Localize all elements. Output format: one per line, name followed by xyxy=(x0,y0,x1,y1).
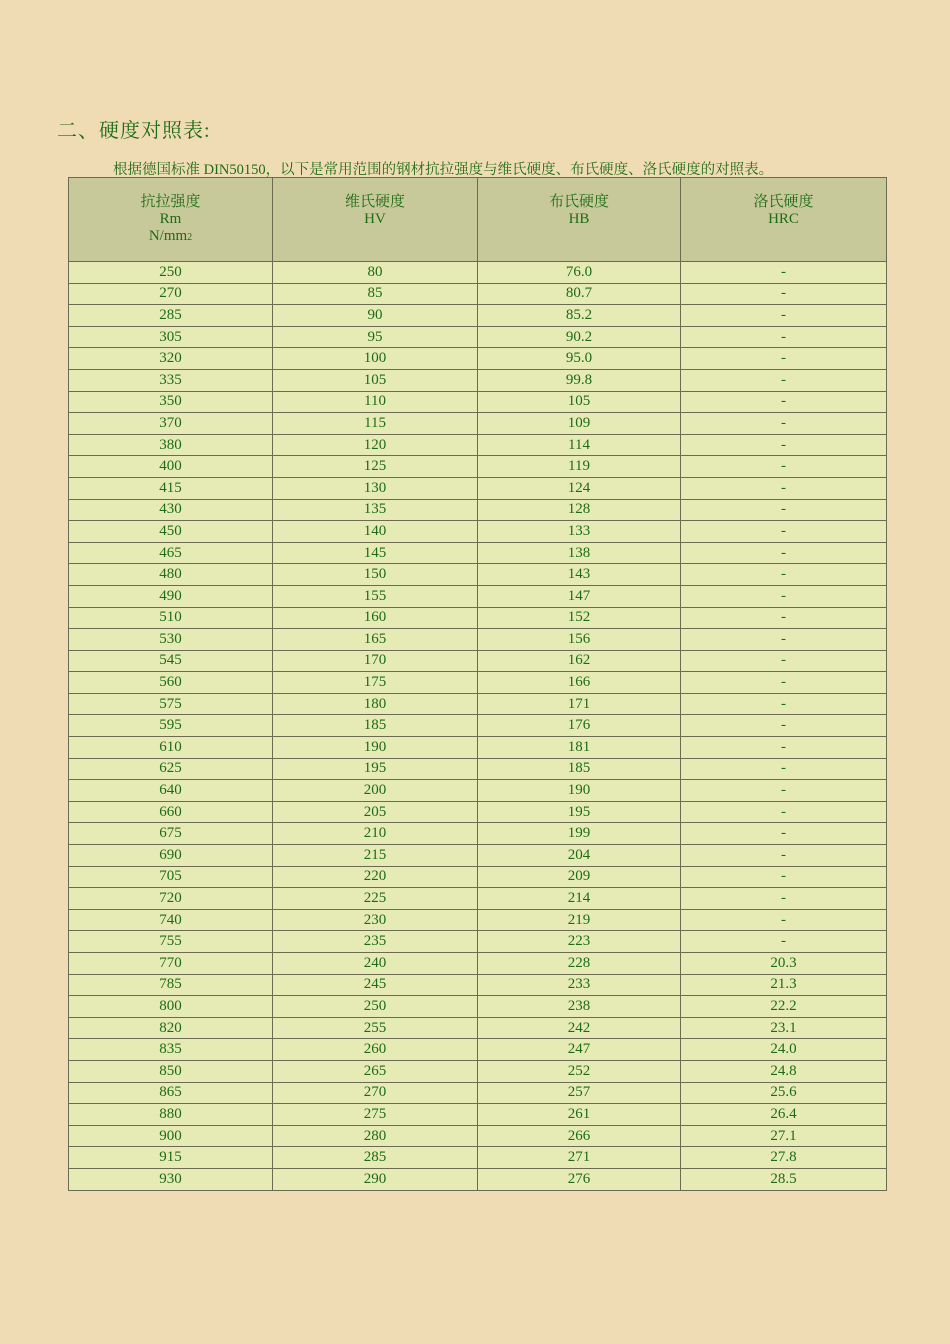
cell-brinell: 199 xyxy=(478,823,681,845)
cell-rockwell: - xyxy=(681,542,887,564)
header-rockwell-abbr: HRC xyxy=(768,211,799,227)
cell-rockwell: - xyxy=(681,629,887,651)
cell-vickers: 95 xyxy=(273,326,478,348)
cell-rockwell: - xyxy=(681,391,887,413)
table-row xyxy=(69,931,887,953)
cell-vickers: 155 xyxy=(273,585,478,607)
cell-vickers: 80 xyxy=(273,262,478,284)
table-row xyxy=(69,909,887,931)
table-row xyxy=(69,434,887,456)
cell-brinell: 233 xyxy=(478,974,681,996)
header-tensile-abbr: Rm xyxy=(159,210,182,227)
table-row xyxy=(69,1104,887,1126)
table-row xyxy=(69,564,887,586)
cell-rockwell: - xyxy=(681,672,887,694)
cell-tensile-strength: 610 xyxy=(69,737,273,759)
cell-rockwell: - xyxy=(681,909,887,931)
cell-vickers: 260 xyxy=(273,1039,478,1061)
cell-brinell: 138 xyxy=(478,542,681,564)
cell-rockwell: - xyxy=(681,521,887,543)
cell-vickers: 185 xyxy=(273,715,478,737)
cell-brinell: 166 xyxy=(478,672,681,694)
cell-brinell: 242 xyxy=(478,1017,681,1039)
cell-vickers: 180 xyxy=(273,693,478,715)
cell-vickers: 150 xyxy=(273,564,478,586)
cell-rockwell: - xyxy=(681,564,887,586)
cell-rockwell: 22.2 xyxy=(681,996,887,1018)
header-tensile-unit-base: N/mm xyxy=(148,227,188,244)
header-vickers-label: 维氏硬度 xyxy=(344,194,405,210)
cell-tensile-strength: 335 xyxy=(69,369,273,391)
cell-rockwell: - xyxy=(681,780,887,802)
cell-brinell: 261 xyxy=(478,1104,681,1126)
table-row xyxy=(69,801,887,823)
cell-vickers: 160 xyxy=(273,607,478,629)
cell-brinell: 119 xyxy=(478,456,681,478)
cell-rockwell: - xyxy=(681,888,887,910)
cell-vickers: 225 xyxy=(273,888,478,910)
header-brinell-abbr: HB xyxy=(568,211,590,227)
hardness-table xyxy=(68,177,887,1191)
cell-brinell: 228 xyxy=(478,953,681,975)
cell-rockwell: 24.0 xyxy=(681,1039,887,1061)
cell-tensile-strength: 450 xyxy=(69,521,273,543)
cell-vickers: 230 xyxy=(273,909,478,931)
table-row xyxy=(69,1082,887,1104)
cell-rockwell: - xyxy=(681,758,887,780)
table-header-row xyxy=(69,178,887,262)
cell-vickers: 205 xyxy=(273,801,478,823)
cell-brinell: 190 xyxy=(478,780,681,802)
header-brinell xyxy=(478,178,681,262)
cell-vickers: 130 xyxy=(273,477,478,499)
cell-brinell: 162 xyxy=(478,650,681,672)
table-row xyxy=(69,845,887,867)
cell-tensile-strength: 370 xyxy=(69,413,273,435)
header-vickers-abbr: HV xyxy=(364,211,386,227)
cell-rockwell: - xyxy=(681,369,887,391)
table-row xyxy=(69,305,887,327)
cell-brinell: 247 xyxy=(478,1039,681,1061)
cell-brinell: 181 xyxy=(478,737,681,759)
table-row xyxy=(69,737,887,759)
cell-rockwell: - xyxy=(681,283,887,305)
cell-rockwell: - xyxy=(681,434,887,456)
cell-rockwell: - xyxy=(681,737,887,759)
cell-tensile-strength: 740 xyxy=(69,909,273,931)
cell-rockwell: - xyxy=(681,823,887,845)
table-row xyxy=(69,629,887,651)
cell-vickers: 210 xyxy=(273,823,478,845)
cell-rockwell: 23.1 xyxy=(681,1017,887,1039)
header-vickers xyxy=(273,178,478,262)
cell-rockwell: - xyxy=(681,262,887,284)
header-tensile-unit-exponent: 2 xyxy=(187,231,193,243)
cell-brinell: 195 xyxy=(478,801,681,823)
cell-tensile-strength: 675 xyxy=(69,823,273,845)
cell-tensile-strength: 770 xyxy=(69,953,273,975)
table-row xyxy=(69,1168,887,1190)
cell-brinell: 252 xyxy=(478,1060,681,1082)
cell-rockwell: - xyxy=(681,305,887,327)
cell-brinell: 105 xyxy=(478,391,681,413)
table-row xyxy=(69,499,887,521)
cell-vickers: 235 xyxy=(273,931,478,953)
cell-vickers: 240 xyxy=(273,953,478,975)
cell-rockwell: 27.8 xyxy=(681,1147,887,1169)
cell-rockwell: - xyxy=(681,693,887,715)
cell-brinell: 152 xyxy=(478,607,681,629)
table-row xyxy=(69,542,887,564)
table-row xyxy=(69,521,887,543)
cell-brinell: 109 xyxy=(478,413,681,435)
header-rockwell xyxy=(681,178,887,262)
cell-tensile-strength: 625 xyxy=(69,758,273,780)
table-row xyxy=(69,974,887,996)
cell-vickers: 290 xyxy=(273,1168,478,1190)
cell-tensile-strength: 640 xyxy=(69,780,273,802)
table-row xyxy=(69,607,887,629)
cell-rockwell: - xyxy=(681,650,887,672)
cell-tensile-strength: 880 xyxy=(69,1104,273,1126)
cell-rockwell: 21.3 xyxy=(681,974,887,996)
header-tensile-unit xyxy=(69,228,272,246)
cell-vickers: 220 xyxy=(273,866,478,888)
table-row xyxy=(69,1060,887,1082)
header-tensile-label: 抗拉强度 xyxy=(140,193,201,210)
table-row xyxy=(69,715,887,737)
cell-rockwell: - xyxy=(681,326,887,348)
cell-brinell: 271 xyxy=(478,1147,681,1169)
table-row xyxy=(69,1017,887,1039)
cell-vickers: 195 xyxy=(273,758,478,780)
table-row xyxy=(69,888,887,910)
cell-vickers: 135 xyxy=(273,499,478,521)
cell-brinell: 147 xyxy=(478,585,681,607)
cell-tensile-strength: 690 xyxy=(69,845,273,867)
cell-brinell: 171 xyxy=(478,693,681,715)
header-tensile-strength xyxy=(69,178,273,262)
cell-brinell: 99.8 xyxy=(478,369,681,391)
cell-brinell: 76.0 xyxy=(478,262,681,284)
cell-vickers: 255 xyxy=(273,1017,478,1039)
cell-brinell: 238 xyxy=(478,996,681,1018)
cell-tensile-strength: 400 xyxy=(69,456,273,478)
cell-vickers: 215 xyxy=(273,845,478,867)
cell-vickers: 275 xyxy=(273,1104,478,1126)
cell-tensile-strength: 865 xyxy=(69,1082,273,1104)
cell-brinell: 124 xyxy=(478,477,681,499)
table-row xyxy=(69,823,887,845)
cell-tensile-strength: 350 xyxy=(69,391,273,413)
cell-tensile-strength: 285 xyxy=(69,305,273,327)
cell-tensile-strength: 660 xyxy=(69,801,273,823)
cell-vickers: 140 xyxy=(273,521,478,543)
table-row xyxy=(69,369,887,391)
cell-rockwell: - xyxy=(681,866,887,888)
cell-tensile-strength: 530 xyxy=(69,629,273,651)
cell-brinell: 223 xyxy=(478,931,681,953)
cell-vickers: 90 xyxy=(273,305,478,327)
cell-tensile-strength: 490 xyxy=(69,585,273,607)
cell-vickers: 100 xyxy=(273,348,478,370)
table-row xyxy=(69,672,887,694)
cell-rockwell: - xyxy=(681,607,887,629)
cell-brinell: 257 xyxy=(478,1082,681,1104)
cell-vickers: 270 xyxy=(273,1082,478,1104)
cell-vickers: 105 xyxy=(273,369,478,391)
cell-tensile-strength: 595 xyxy=(69,715,273,737)
cell-tensile-strength: 705 xyxy=(69,866,273,888)
cell-rockwell: 24.8 xyxy=(681,1060,887,1082)
cell-vickers: 265 xyxy=(273,1060,478,1082)
cell-rockwell: 27.1 xyxy=(681,1125,887,1147)
cell-tensile-strength: 380 xyxy=(69,434,273,456)
cell-tensile-strength: 900 xyxy=(69,1125,273,1147)
cell-brinell: 214 xyxy=(478,888,681,910)
cell-brinell: 80.7 xyxy=(478,283,681,305)
cell-tensile-strength: 250 xyxy=(69,262,273,284)
header-brinell-label: 布氏硬度 xyxy=(548,194,609,210)
cell-tensile-strength: 915 xyxy=(69,1147,273,1169)
cell-vickers: 175 xyxy=(273,672,478,694)
cell-rockwell: 26.4 xyxy=(681,1104,887,1126)
cell-rockwell: - xyxy=(681,931,887,953)
cell-brinell: 219 xyxy=(478,909,681,931)
cell-brinell: 176 xyxy=(478,715,681,737)
table-row xyxy=(69,262,887,284)
cell-vickers: 170 xyxy=(273,650,478,672)
cell-tensile-strength: 320 xyxy=(69,348,273,370)
cell-vickers: 250 xyxy=(273,996,478,1018)
cell-tensile-strength: 545 xyxy=(69,650,273,672)
cell-vickers: 120 xyxy=(273,434,478,456)
table-row xyxy=(69,1039,887,1061)
table-row xyxy=(69,693,887,715)
table-row xyxy=(69,283,887,305)
cell-rockwell: - xyxy=(681,845,887,867)
table-row xyxy=(69,758,887,780)
cell-brinell: 90.2 xyxy=(478,326,681,348)
cell-vickers: 85 xyxy=(273,283,478,305)
cell-tensile-strength: 415 xyxy=(69,477,273,499)
cell-rockwell: - xyxy=(681,585,887,607)
cell-brinell: 276 xyxy=(478,1168,681,1190)
table-row xyxy=(69,650,887,672)
cell-tensile-strength: 820 xyxy=(69,1017,273,1039)
cell-rockwell: - xyxy=(681,477,887,499)
cell-vickers: 200 xyxy=(273,780,478,802)
cell-vickers: 285 xyxy=(273,1147,478,1169)
cell-rockwell: 28.5 xyxy=(681,1168,887,1190)
cell-rockwell: 25.6 xyxy=(681,1082,887,1104)
table-row xyxy=(69,391,887,413)
cell-brinell: 95.0 xyxy=(478,348,681,370)
cell-brinell: 185 xyxy=(478,758,681,780)
table-row xyxy=(69,996,887,1018)
cell-tensile-strength: 800 xyxy=(69,996,273,1018)
cell-tensile-strength: 575 xyxy=(69,693,273,715)
table-row xyxy=(69,585,887,607)
cell-brinell: 266 xyxy=(478,1125,681,1147)
table-row xyxy=(69,456,887,478)
cell-brinell: 85.2 xyxy=(478,305,681,327)
cell-vickers: 110 xyxy=(273,391,478,413)
table-body xyxy=(69,262,887,1191)
cell-brinell: 114 xyxy=(478,434,681,456)
table-row xyxy=(69,1125,887,1147)
cell-rockwell: - xyxy=(681,348,887,370)
cell-vickers: 115 xyxy=(273,413,478,435)
cell-tensile-strength: 835 xyxy=(69,1039,273,1061)
table-row xyxy=(69,348,887,370)
cell-tensile-strength: 720 xyxy=(69,888,273,910)
cell-tensile-strength: 465 xyxy=(69,542,273,564)
table-row xyxy=(69,477,887,499)
cell-vickers: 145 xyxy=(273,542,478,564)
table-row xyxy=(69,413,887,435)
cell-rockwell: 20.3 xyxy=(681,953,887,975)
cell-rockwell: - xyxy=(681,801,887,823)
cell-brinell: 156 xyxy=(478,629,681,651)
cell-brinell: 133 xyxy=(478,521,681,543)
cell-tensile-strength: 430 xyxy=(69,499,273,521)
cell-rockwell: - xyxy=(681,413,887,435)
cell-rockwell: - xyxy=(681,456,887,478)
cell-brinell: 204 xyxy=(478,845,681,867)
cell-vickers: 125 xyxy=(273,456,478,478)
header-rockwell-label: 洛氏硬度 xyxy=(753,194,814,210)
cell-brinell: 209 xyxy=(478,866,681,888)
cell-vickers: 245 xyxy=(273,974,478,996)
cell-tensile-strength: 270 xyxy=(69,283,273,305)
cell-tensile-strength: 785 xyxy=(69,974,273,996)
cell-tensile-strength: 305 xyxy=(69,326,273,348)
table-row xyxy=(69,953,887,975)
table-row xyxy=(69,780,887,802)
cell-brinell: 128 xyxy=(478,499,681,521)
table-row xyxy=(69,866,887,888)
table-row xyxy=(69,1147,887,1169)
intro-text: 根据德国标准 DIN50150，以下是常用范围的钢材抗拉强度与维氏硬度、布氏硬度、洛氏硬度的对照表。 xyxy=(113,162,774,178)
cell-tensile-strength: 850 xyxy=(69,1060,273,1082)
table-row xyxy=(69,326,887,348)
cell-vickers: 165 xyxy=(273,629,478,651)
cell-tensile-strength: 560 xyxy=(69,672,273,694)
cell-rockwell: - xyxy=(681,499,887,521)
cell-rockwell: - xyxy=(681,715,887,737)
cell-tensile-strength: 930 xyxy=(69,1168,273,1190)
cell-tensile-strength: 510 xyxy=(69,607,273,629)
cell-tensile-strength: 480 xyxy=(69,564,273,586)
cell-vickers: 190 xyxy=(273,737,478,759)
cell-tensile-strength: 755 xyxy=(69,931,273,953)
cell-vickers: 280 xyxy=(273,1125,478,1147)
section-heading: 二、硬度对照表: xyxy=(57,120,211,142)
cell-brinell: 143 xyxy=(478,564,681,586)
